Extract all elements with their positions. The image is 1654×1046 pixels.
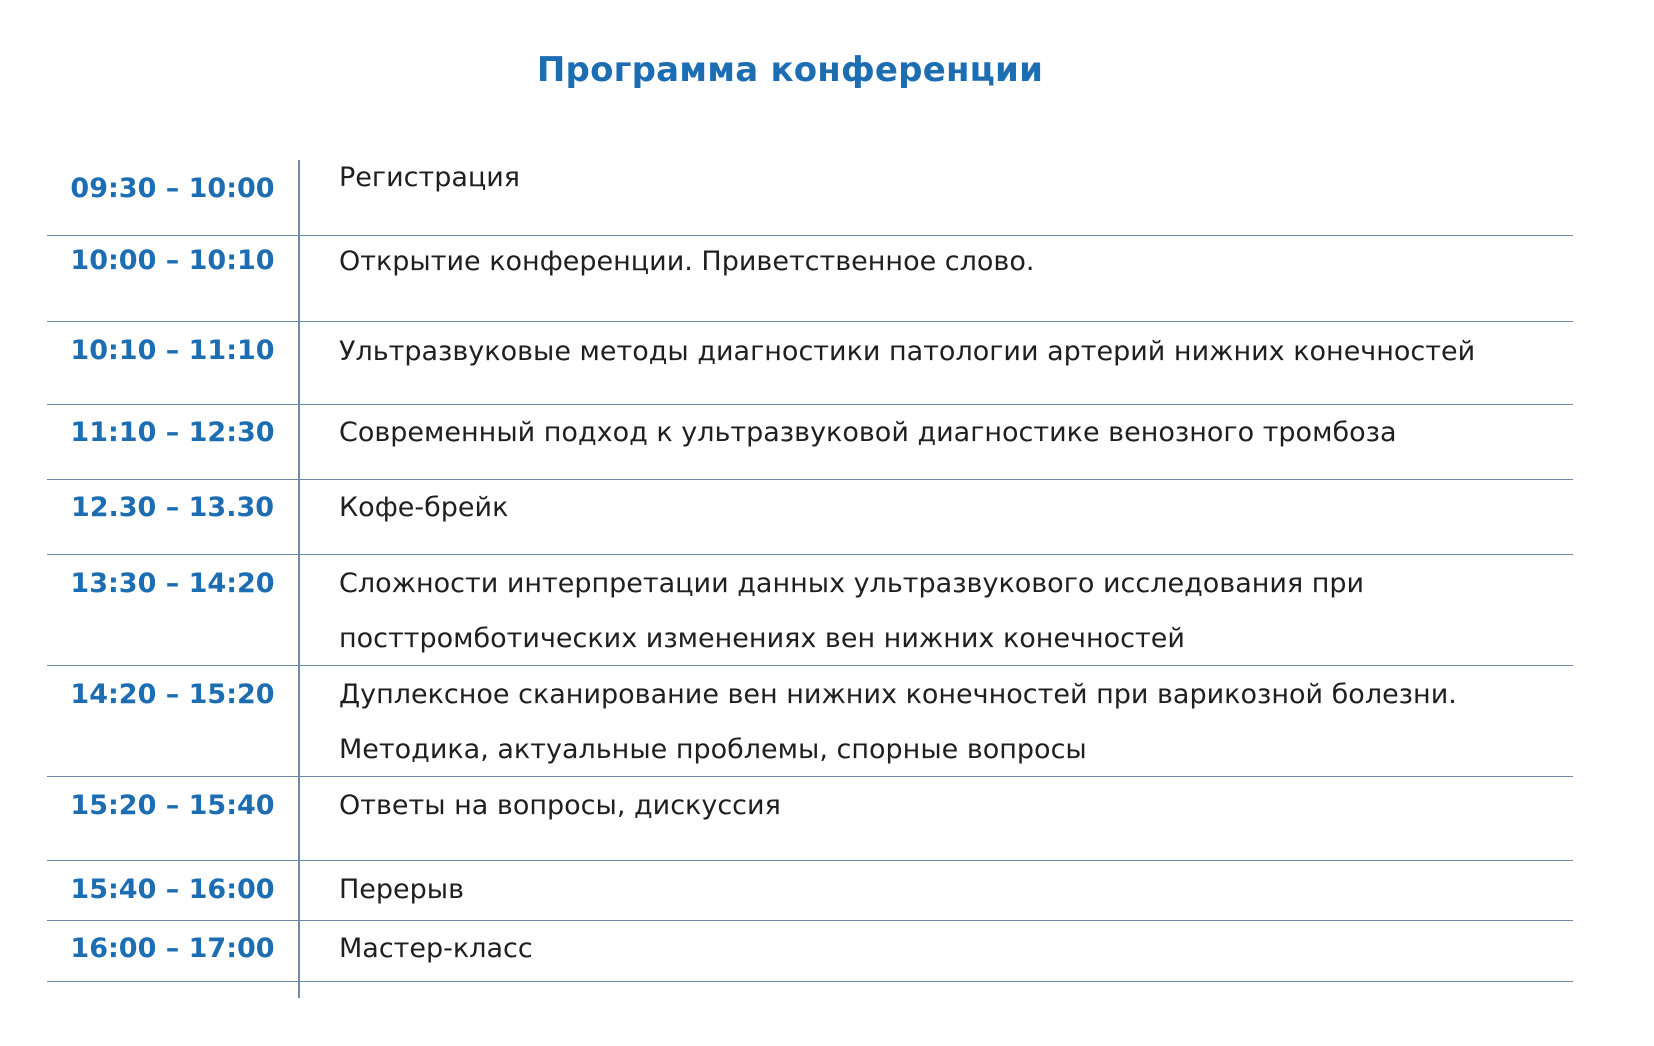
event-line: Современный подход к ультразвуковой диагностике венозного тромбоза (339, 417, 1397, 448)
event-title (339, 921, 1563, 976)
time-slot: 12.30 – 13.30 (70, 492, 275, 523)
event-line: Регистрация (339, 162, 521, 193)
schedule-row (47, 555, 1573, 666)
schedule-row (47, 921, 1573, 982)
event-title (339, 556, 1563, 666)
schedule-row (47, 666, 1573, 777)
time-slot: 10:10 – 11:10 (70, 335, 275, 366)
schedule-row (47, 322, 1573, 405)
event-title (339, 480, 1563, 535)
time-slot: 16:00 – 17:00 (70, 933, 275, 964)
event-line: посттромботических изменениях вен нижних конечностей (339, 623, 1185, 654)
time-slot: 11:10 – 12:30 (70, 417, 275, 448)
time-slot: 15:40 – 16:00 (70, 874, 275, 905)
time-slot: 15:20 – 15:40 (70, 790, 275, 821)
event-line: Открытие конференции. Приветственное слово. (339, 246, 1035, 277)
event-title (339, 324, 1563, 379)
event-title (339, 405, 1563, 460)
event-line: Кофе-брейк (339, 492, 509, 523)
event-title (339, 667, 1563, 777)
event-line: Ультразвуковые методы диагностики патологии артерий нижних конечностей (339, 336, 1476, 367)
event-line: Сложности интерпретации данных ультразвукового исследования при (339, 568, 1365, 599)
schedule-row (47, 236, 1573, 322)
schedule-table (47, 160, 1573, 982)
time-slot: 13:30 – 14:20 (70, 568, 275, 599)
schedule-row (47, 861, 1573, 921)
page-title: Программа конференции (536, 50, 1044, 90)
time-slot: 10:00 – 10:10 (70, 245, 275, 276)
event-line: Ответы на вопросы, дискуссия (339, 790, 781, 821)
time-slot: 09:30 – 10:00 (70, 173, 275, 204)
event-line: Перерыв (339, 874, 465, 905)
event-line: Методика, актуальные проблемы, спорные вопросы (339, 734, 1087, 765)
schedule-row (47, 405, 1573, 480)
event-title (339, 862, 1563, 917)
time-slot: 14:20 – 15:20 (70, 679, 275, 710)
schedule-row (47, 160, 1573, 236)
event-line: Дуплексное сканирование вен нижних конечностей при варикозной болезни. (339, 679, 1457, 710)
event-title (339, 150, 1563, 205)
event-title (339, 778, 1563, 833)
event-title (339, 234, 1563, 289)
schedule-row (47, 480, 1573, 555)
schedule-row (47, 777, 1573, 861)
event-line: Мастер-класс (339, 933, 533, 964)
